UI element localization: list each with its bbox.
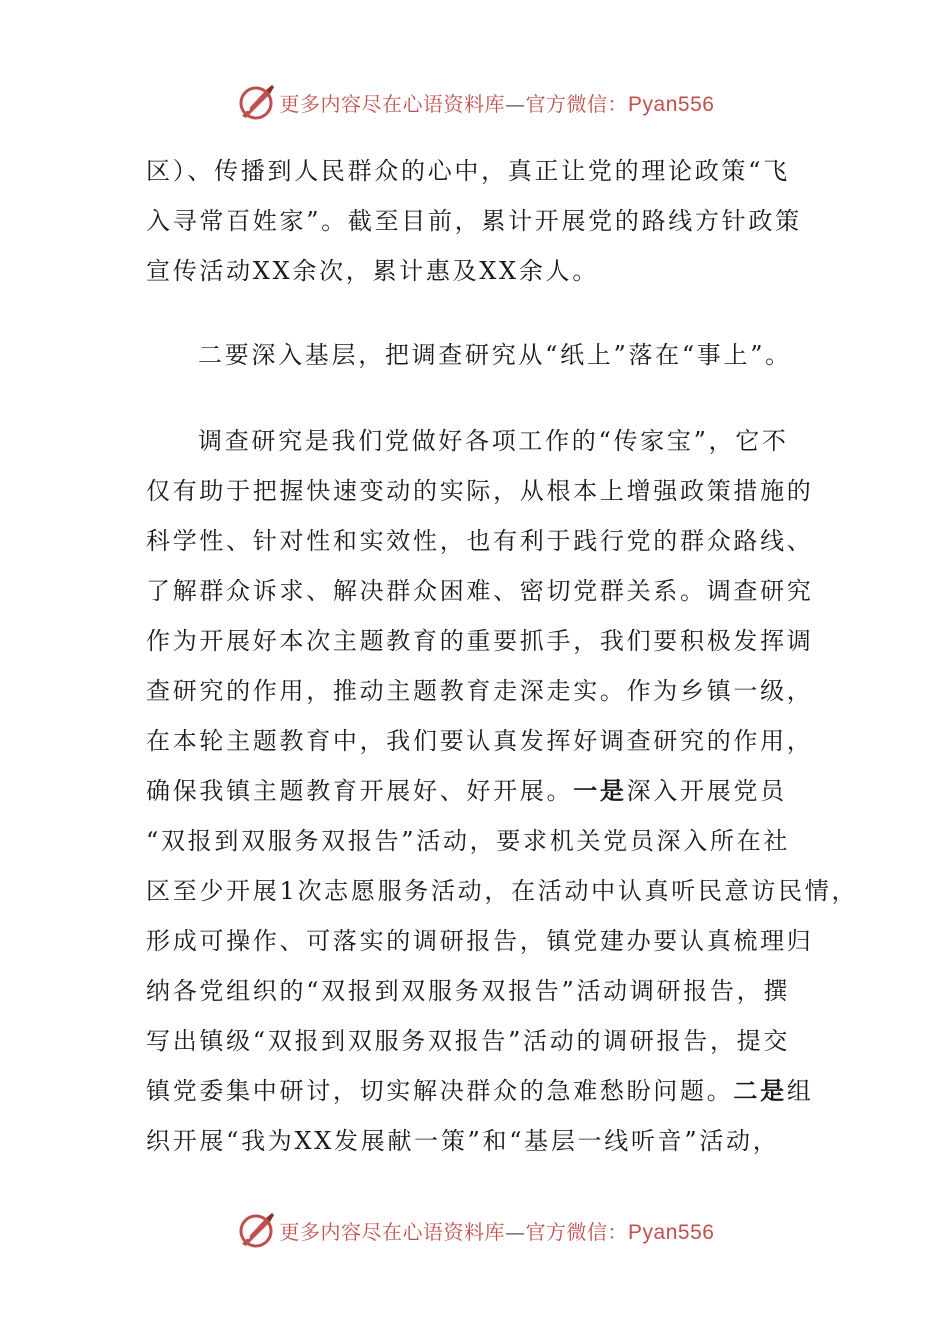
text-line: 科学性、针对性和实效性，也有利于践行党的群众路线、 <box>146 527 814 555</box>
bold-marker: 一是 <box>573 776 627 805</box>
pen-logo-icon <box>236 1210 276 1250</box>
text-line: 区至少开展1次志愿服务活动，在活动中认真听民意访民情， <box>146 877 859 905</box>
text-line: 调查研究是我们党做好各项工作的“传家宝”，它不 <box>198 427 789 455</box>
pen-logo-icon <box>236 82 276 122</box>
bold-marker: 二是 <box>733 1076 787 1105</box>
text-line: 宣传活动XX余次，累计惠及XX余人。 <box>146 257 599 285</box>
text-line: 仅有助于把握快速变动的实际，从根本上增强政策措施的 <box>146 477 814 505</box>
document-body <box>146 146 859 1166</box>
text-line: 作为开展好本次主题教育的重要抓手，我们要积极发挥调 <box>146 627 814 655</box>
text-line: “双报到双服务双报告”活动，要求机关党员深入所在社 <box>146 827 791 855</box>
text-line: 了解群众诉求、解决群众困难、密切党群关系。调查研究 <box>146 577 814 605</box>
text-line: 纳各党组织的“双报到双服务双报告”活动调研报告，撰 <box>146 977 791 1005</box>
section-heading: 二要深入基层，把调查研究从“纸上”落在“事上”。 <box>198 341 792 369</box>
text-line: 写出镇级“双报到双服务双报告”活动的调研报告，提交 <box>146 1027 791 1055</box>
header-banner <box>0 82 950 122</box>
banner-text: 更多内容尽在心语资料库—官方微信：Pyan556 <box>279 1219 715 1244</box>
text-line: 织开展“我为XX发展献一策”和“基层一线听音”活动， <box>146 1127 780 1155</box>
text-line: 查研究的作用，推动主题教育走深走实。作为乡镇一级， <box>146 677 814 705</box>
text-line: 镇党委集中研讨，切实解决群众的急难愁盼问题。二是组 <box>146 1076 814 1105</box>
text-line: 确保我镇主题教育开展好、好开展。一是深入开展党员 <box>146 776 787 805</box>
banner-text: 更多内容尽在心语资料库—官方微信：Pyan556 <box>279 91 715 116</box>
text-line: 形成可操作、可落实的调研报告，镇党建办要认真梳理归 <box>146 927 814 955</box>
text-line: 入寻常百姓家”。截至目前，累计开展党的路线方针政策 <box>146 207 802 235</box>
text-line: 区）、传播到人民群众的心中，真正让党的理论政策“飞 <box>146 157 790 185</box>
text-line: 在本轮主题教育中，我们要认真发挥好调查研究的作用， <box>146 727 814 755</box>
footer-banner <box>0 1210 950 1250</box>
